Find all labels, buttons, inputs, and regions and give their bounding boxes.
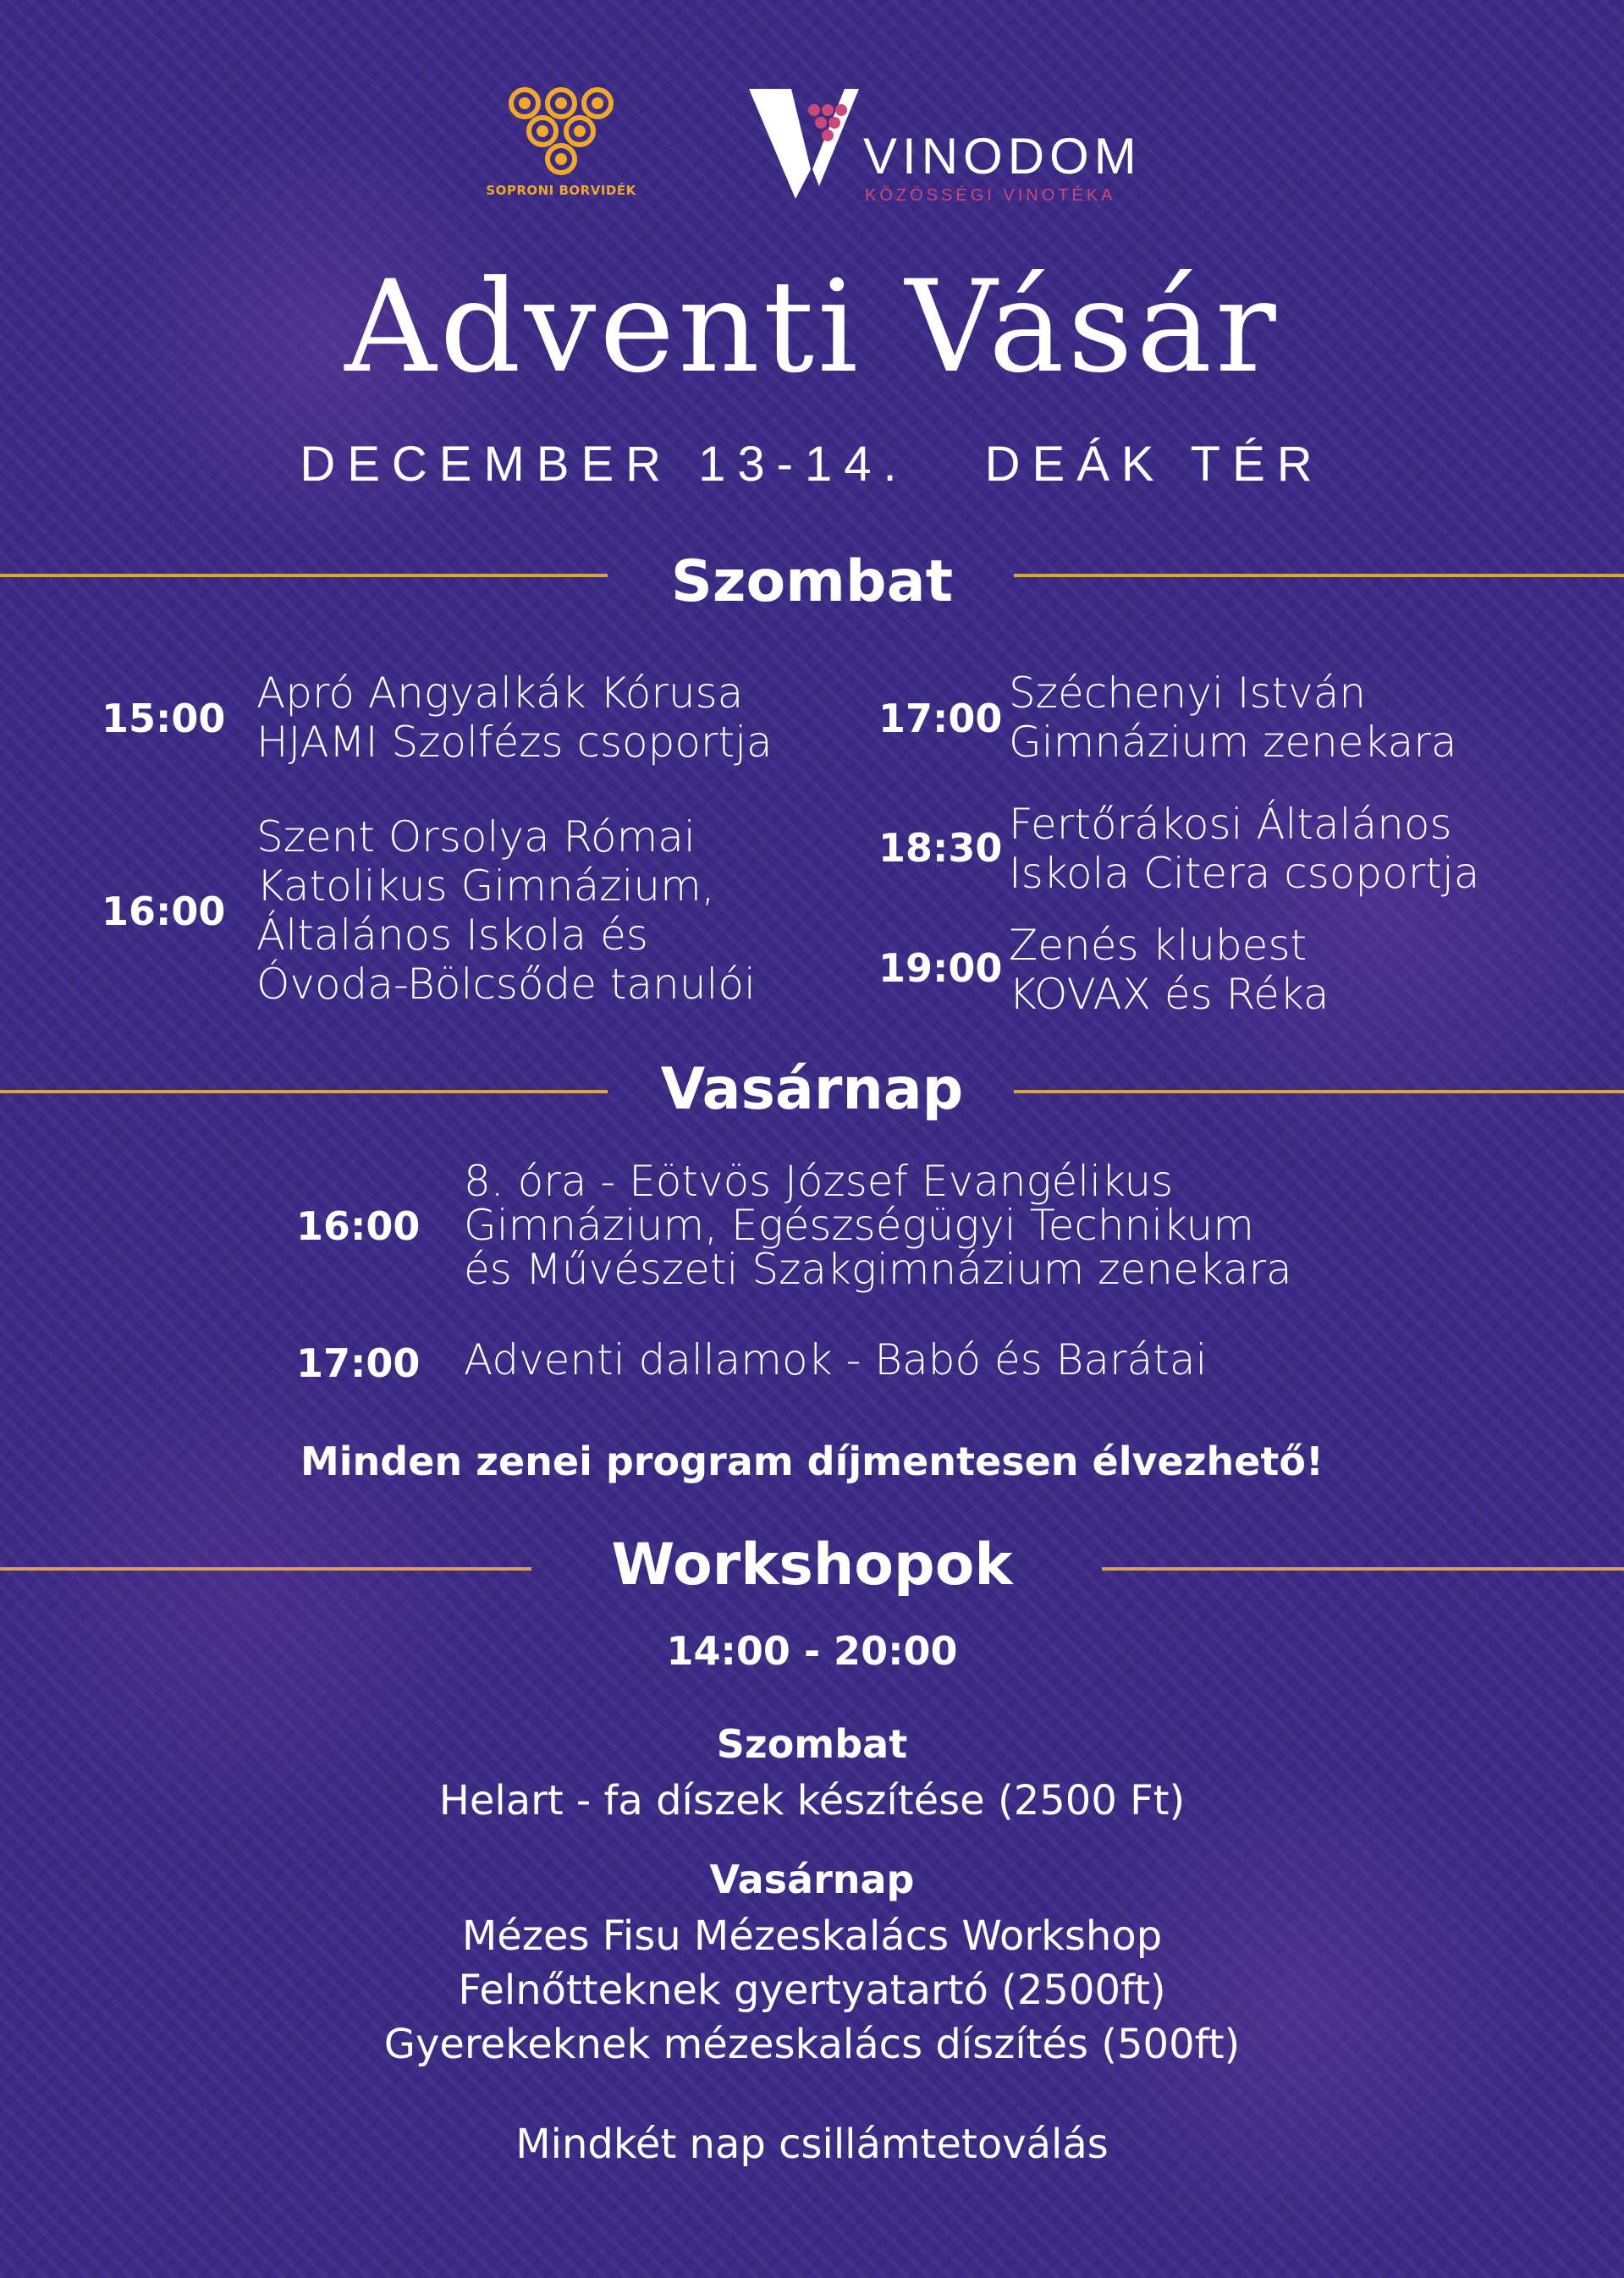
schedule-line: Fertőrákosi Általános [1009, 800, 1452, 849]
schedule-line: Adventi dallamok - Babó és Barátai [464, 1335, 1208, 1384]
grape-cluster-icon [506, 85, 616, 178]
schedule-line: és Művészeti Szakgimnázium zenekara [464, 1245, 1292, 1294]
workshops-heading: Workshopok [611, 1532, 1013, 1598]
schedule-line: Óvoda-Bölcsőde tanulói [256, 960, 756, 1009]
schedule-item [1009, 921, 1329, 1019]
sunday-heading: Vasárnap [660, 1056, 964, 1123]
schedule-time: 18:30 [878, 825, 1003, 871]
schedule-line: Általános Iskola és [256, 911, 648, 960]
workshop-sat-label: Szombat [716, 1721, 908, 1767]
vinodom-subtitle: KÖZÖSSÉGI VINOTÉKA [865, 186, 1116, 205]
vinodom-name: VINODOM [863, 128, 1142, 184]
both-days-note: Mindkét nap csillámtetoválás [515, 2121, 1109, 2168]
event-place: DEÁK TÉR [984, 437, 1324, 492]
soproni-borvidek-logo [481, 85, 641, 212]
workshop-sun-label: Vasárnap [709, 1857, 915, 1902]
workshop-sat-list [0, 1774, 1624, 1828]
schedule-item [464, 1157, 1292, 1294]
event-date: DECEMBER 13-14. [300, 437, 909, 492]
schedule-line: Gimnázium zenekara [1009, 718, 1457, 767]
schedule-line: Szent Orsolya Római [256, 812, 696, 861]
schedule-item [464, 1335, 1207, 1384]
schedule-line: Iskola Citera csoportja [1009, 849, 1480, 898]
workshop-sun-list [0, 1909, 1624, 2072]
workshop-item: Helart - fa díszek készítése (2500 Ft) [438, 1777, 1186, 1824]
schedule-line: Zenés klubest [1009, 921, 1307, 970]
schedule-line: 8. óra - Eötvös József Evangélikus [464, 1157, 1174, 1206]
schedule-line: Gimnázium, Egészségügyi Technikum [464, 1201, 1254, 1250]
sopron-logo-text: SOPRONI BORVIDÉK [486, 183, 636, 198]
schedule-item [1009, 800, 1479, 898]
vinodom-v-icon [745, 85, 863, 203]
schedule-line: Széchenyi István [1009, 669, 1367, 718]
schedule-time: 19:00 [878, 945, 1003, 991]
schedule-item [1009, 669, 1456, 767]
schedule-line: KOVAX és Réka [1009, 970, 1329, 1019]
schedule-time: 16:00 [296, 1203, 421, 1249]
schedule-line: Katolikus Gimnázium, [256, 861, 715, 911]
schedule-time: 17:00 [296, 1340, 421, 1386]
schedule-time: 15:00 [102, 696, 226, 741]
saturday-heading: Szombat [670, 548, 954, 615]
date-place-line [0, 436, 1624, 492]
free-program-note: Minden zenei program díjmentesen élvezhető! [300, 1439, 1324, 1484]
schedule-line: HJAMI Szolfézs csoportja [256, 718, 773, 767]
schedule-time: 17:00 [878, 696, 1003, 741]
schedule-line: Apró Angyalkák Kórusa [256, 669, 744, 718]
vinodom-logo [745, 85, 1185, 203]
event-title: Adventi Vásár [344, 254, 1280, 401]
workshop-item: Gyerekeknek mézeskalács díszítés (500ft) [383, 2021, 1241, 2068]
workshop-hours: 14:00 - 20:00 [666, 1628, 958, 1674]
schedule-time: 16:00 [102, 889, 226, 934]
workshop-item: Mézes Fisu Mézeskalács Workshop [461, 1912, 1163, 1960]
workshop-item: Felnőtteknek gyertyatartó (2500ft) [458, 1967, 1166, 2014]
schedule-item [256, 812, 756, 1009]
schedule-item [256, 669, 773, 767]
